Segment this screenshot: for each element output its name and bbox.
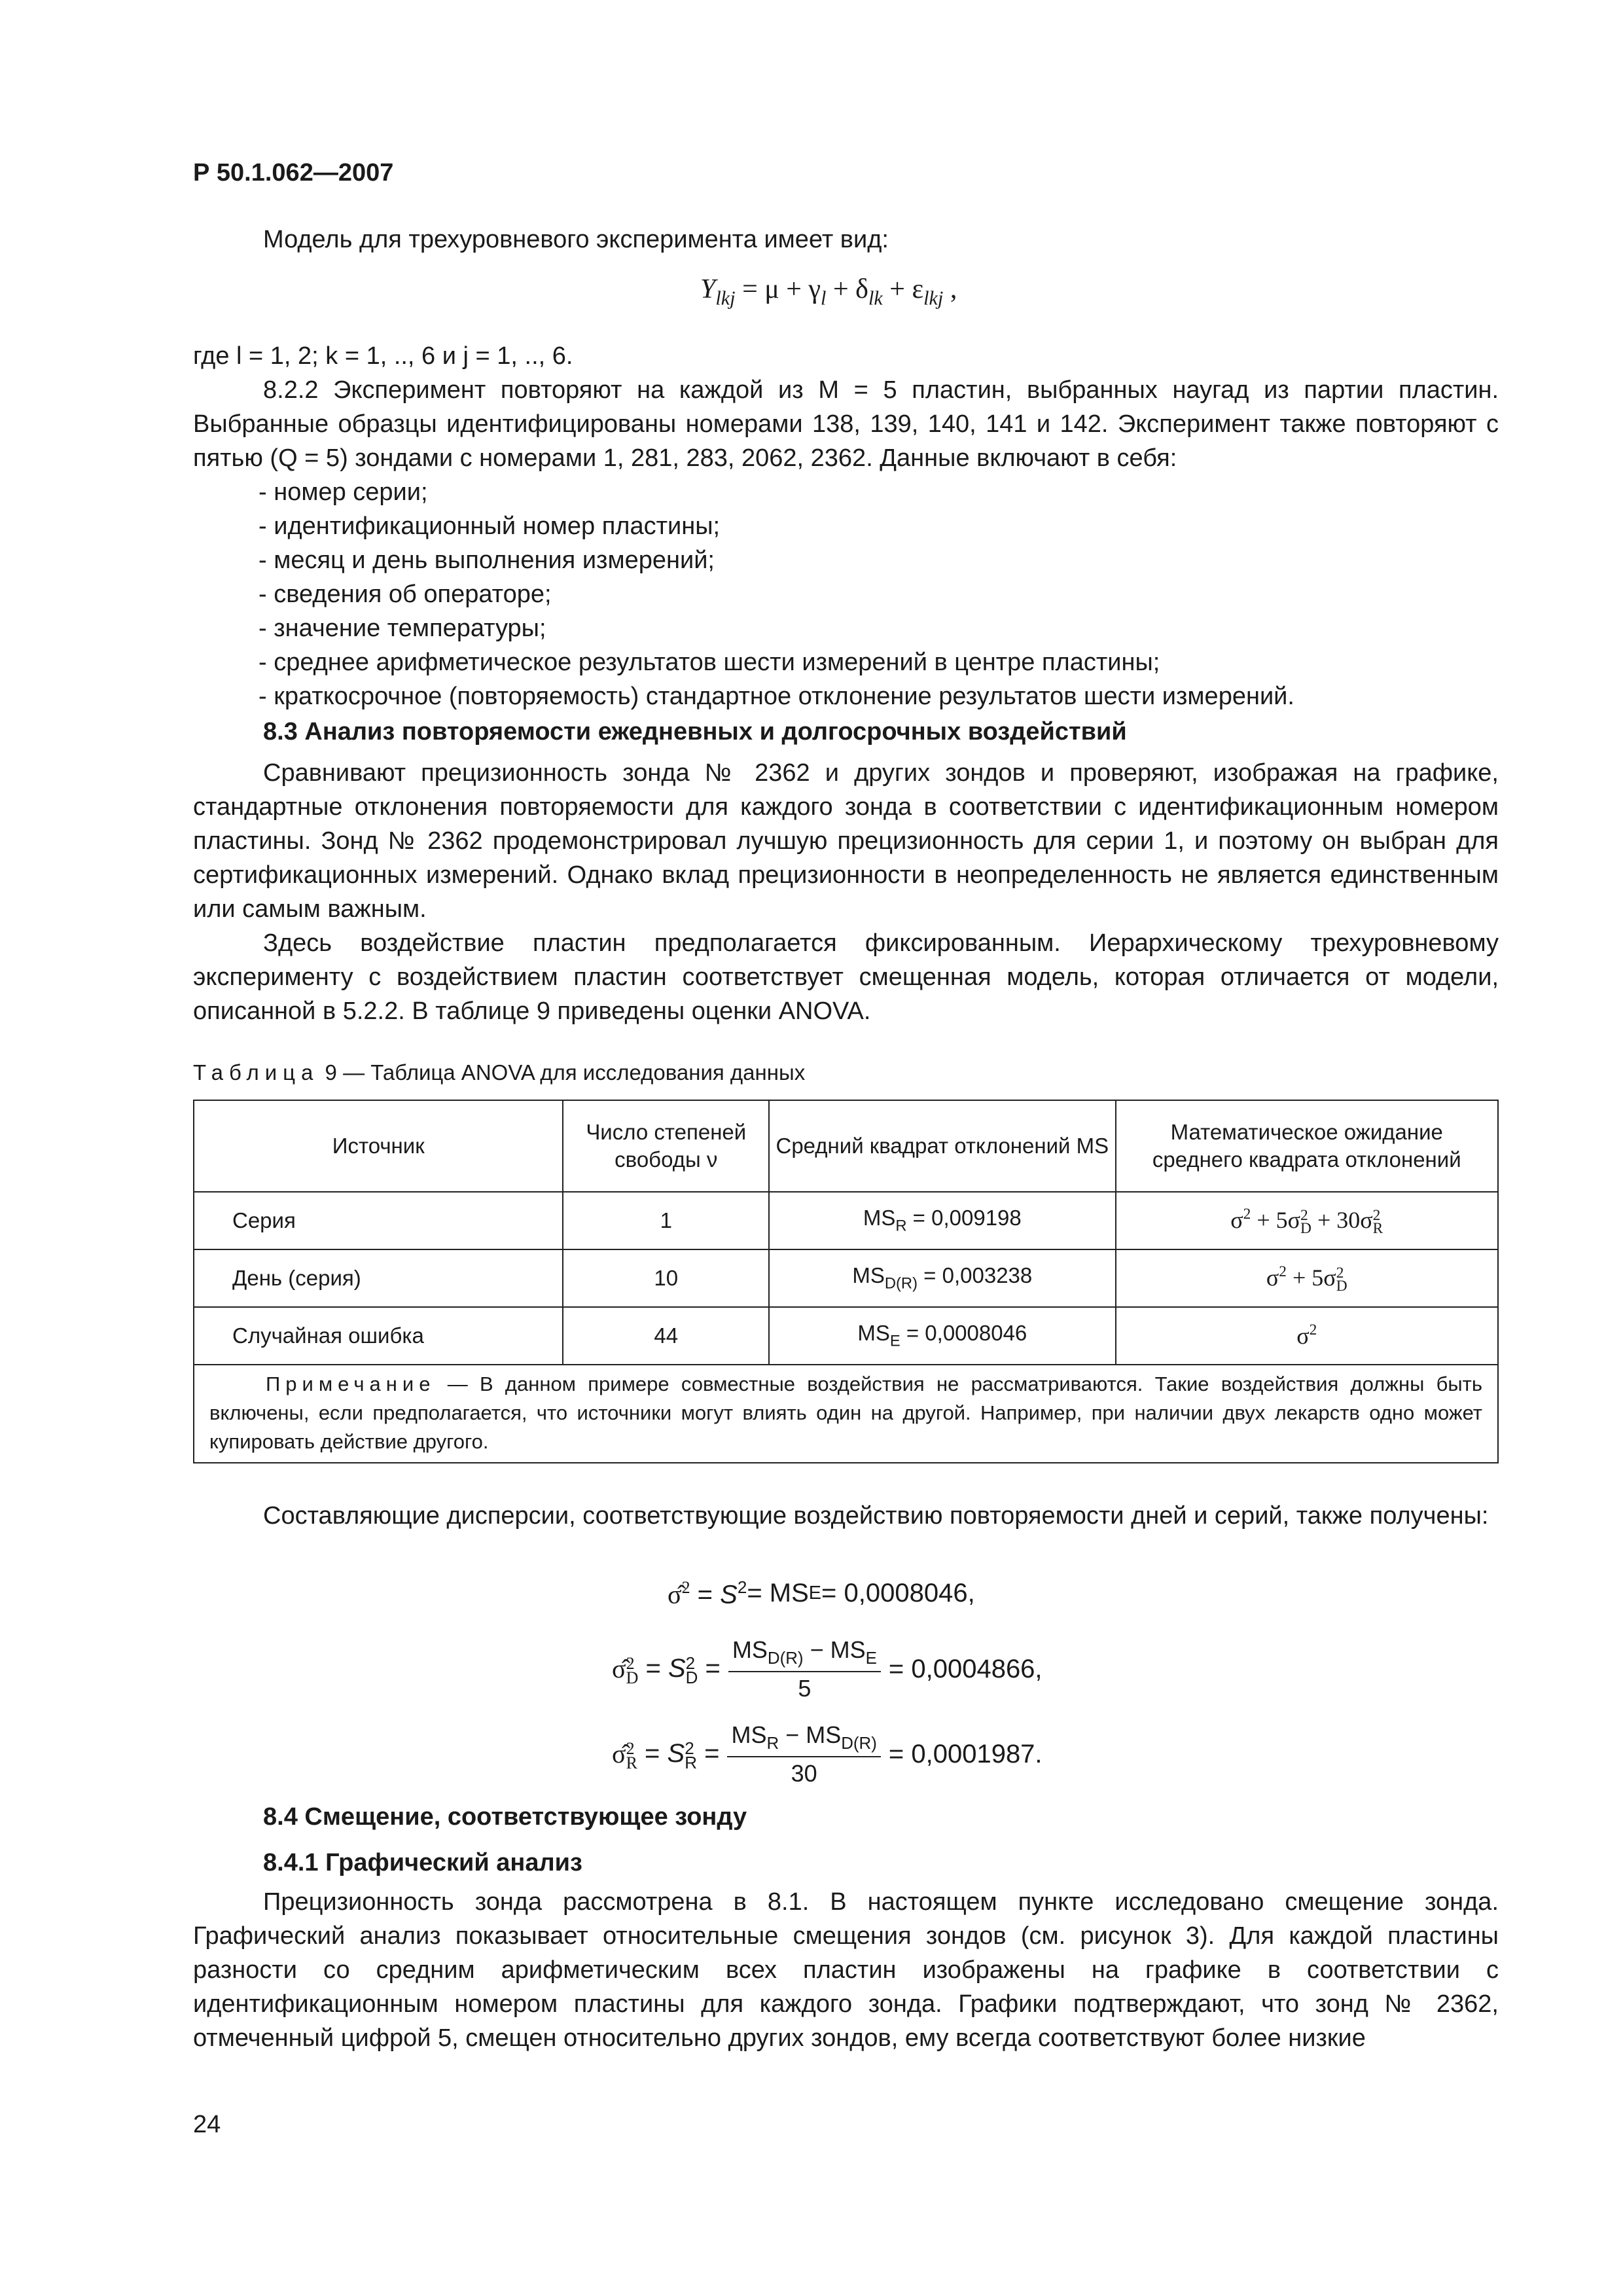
source-cell: Случайная ошибка	[194, 1307, 563, 1365]
formula-mu-gamma: = μ + γ	[735, 274, 821, 304]
eq2-s: = S 2 D =	[638, 1653, 721, 1687]
table-note-cell	[194, 1365, 1498, 1463]
eq2-fraction	[728, 1636, 881, 1702]
eq2-numerator	[728, 1636, 881, 1672]
note-text: — В данном примере совместные воздействия не рассматриваются. Такие воздействия должны быть включены, если предполагается, что источники могут влиять один на другой. Например, при наличии двух лекарств одно может купировать действие другого.	[209, 1372, 1482, 1453]
ms-value: = 0,003238	[918, 1263, 1033, 1288]
list-item: - значение температуры;	[259, 615, 546, 642]
header-ms: Средний квадрат отклонений MS	[769, 1100, 1115, 1192]
ms-sub: E	[889, 1332, 901, 1350]
table-note-row	[194, 1365, 1498, 1463]
section-8-4-1-heading: 8.4.1 Графический анализ	[263, 1849, 582, 1876]
eq3-denominator: 30	[791, 1760, 817, 1787]
source-cell: День (серия)	[194, 1249, 563, 1307]
ms-cell	[769, 1192, 1115, 1249]
section-8-4-1-text: Прецизионность зонда рассмотрена в 8.1. В настоящем пункте исследовано смещение зонда. Графический анализ показывает относительные смещения зондов (см. рисунок 3). Для каждой пластины разности со средним арифметическим всех пластин изображены на графике в соответствии с идентификационным номером пластины для каждого зонда. Графики подтверждают, что зонд № 2362, отмеченный цифрой 5, смещен относительно других зондов, ему всегда соответствуют более низкие	[193, 1888, 1499, 2052]
section-8-2-2-text: 8.2.2 Эксперимент повторяют на каждой из M = 5 пластин, выбранных наугад из партии пластин. Выбранные образцы идентифицированы номерами 138, 139, 140, 141 и 142. Эксперимент также повторяют с пятью (Q = 5) зондами с номерами 1, 281, 283, 2062, 2362. Данные включают в себя:	[193, 376, 1499, 472]
section-8-4-1-body	[193, 1885, 1499, 2055]
eq1-result: = 0,0008046,	[821, 1579, 975, 1608]
where-text: где l = 1, 2; k = 1, .., 6 и j = 1, .., 6.	[193, 342, 573, 370]
formula-epsilon-sub: lkj	[923, 287, 944, 310]
ms-prefix: MS	[857, 1321, 890, 1346]
list-item: - номер серии;	[259, 478, 428, 506]
list-item: - краткосрочное (повторяемость) стандартное отклонение результатов шести измерений.	[259, 683, 1294, 710]
section-8-2-2	[193, 373, 1499, 713]
model-intro	[193, 223, 1499, 257]
equation-1	[668, 1577, 975, 1610]
formula-delta: + δ	[826, 274, 868, 304]
list-item: - сведения об операторе;	[259, 581, 552, 608]
ms-sub: D(R)	[884, 1274, 918, 1293]
list-item: - идентификационный номер пластины;	[259, 512, 721, 540]
eq2-num-minus: − MS	[803, 1636, 866, 1663]
eq2-result: = 0,0004866,	[888, 1655, 1043, 1684]
eq3-fraction	[727, 1721, 880, 1787]
list-item: - месяц и день выполнения измерений;	[259, 547, 715, 574]
ms-cell	[769, 1249, 1115, 1307]
eq3-numerator	[727, 1721, 880, 1757]
equation-3	[612, 1721, 1043, 1787]
eq3-num-sub2: D(R)	[841, 1734, 877, 1753]
ms-value: = 0,009198	[906, 1206, 1022, 1230]
eq3-num-minus: − MS	[779, 1721, 842, 1748]
formula-y: Y	[700, 274, 716, 304]
formula-delta-sub: lk	[868, 287, 883, 310]
sigma-hat-d: σ̂ 2 D	[612, 1653, 639, 1688]
formula-y-sub: lkj	[715, 287, 736, 310]
page-number: 24	[193, 2111, 221, 2138]
section-8-3-body	[193, 756, 1499, 1028]
df-cell: 10	[563, 1249, 769, 1307]
section-8-3-heading: 8.3 Анализ повторяемости ежедневных и долгосрочных воздействий	[263, 718, 1127, 745]
model-intro-text: Модель для трехуровневого эксперимента имеет вид:	[263, 226, 889, 253]
model-formula	[700, 274, 957, 310]
variance-intro	[193, 1499, 1499, 1533]
expectation-cell: $\sigma^2$	[1116, 1307, 1499, 1365]
ms-prefix: MS	[852, 1263, 885, 1288]
table-caption	[193, 1060, 805, 1085]
eq3-num-ms: MS	[731, 1721, 767, 1748]
eq2-num-ms: MS	[732, 1636, 768, 1663]
anova-table	[193, 1100, 1499, 1463]
header-expectation: Математическое ожидание среднего квадрата отклонений	[1116, 1100, 1499, 1192]
expectation-cell: $\sigma^2 + 5\sigma$ 2 D	[1116, 1249, 1499, 1307]
data-items-list	[193, 475, 1499, 713]
formula-epsilon: + ε	[882, 274, 924, 304]
table-caption-label: Таблица	[193, 1060, 319, 1085]
eq1-s: = $S^2$	[690, 1577, 747, 1609]
source-cell: Серия	[194, 1192, 563, 1249]
sigma-hat-r: σ̂ 2 R	[612, 1738, 637, 1773]
table-row	[194, 1192, 1498, 1249]
header-source: Источник	[194, 1100, 563, 1192]
equation-2	[612, 1636, 1043, 1702]
table-row	[194, 1307, 1498, 1365]
ms-cell	[769, 1307, 1115, 1365]
table-row	[194, 1249, 1498, 1307]
eq2-num-sub2: E	[865, 1649, 877, 1668]
list-item: - среднее арифметическое результатов шести измерений в центре пластины;	[259, 649, 1160, 676]
where-clause	[193, 339, 1499, 373]
eq1-ms: = MS	[747, 1579, 809, 1608]
formula-end: ,	[943, 274, 957, 304]
eq3-s: = S 2 R =	[637, 1738, 720, 1772]
standard-number: Р 50.1.062—2007	[193, 159, 394, 187]
table-header-row	[194, 1100, 1498, 1192]
note-label: Примечание	[266, 1372, 436, 1395]
eq3-num-sub: R	[766, 1734, 779, 1753]
eq2-num-sub: D(R)	[767, 1649, 804, 1668]
header-df: Число степеней свободы ν	[563, 1100, 769, 1192]
document-page	[193, 0, 1499, 2296]
table-caption-text: 9 — Таблица ANOVA для исследования данных	[319, 1060, 806, 1085]
expectation-cell: $\sigma^2 + 5\sigma$ 2 D + 30σ 2 R	[1116, 1192, 1499, 1249]
ms-value: = 0,0008046	[900, 1321, 1027, 1346]
table-note	[195, 1366, 1497, 1462]
section-8-3-para-1: Сравнивают прецизионность зонда № 2362 и других зондов и проверяют, изображая на графике, стандартные отклонения повторяемости для каждого зонда в соответствии с идентификационным номером пластины. Зонд № 2362 продемонстрировал лучшую прецизионность для серии 1, и поэтому он выбран для сертификационных измерений. Однако вклад прецизионности в неопределенность не является единственным или самым важным.	[193, 759, 1499, 923]
formula-gamma-sub: l	[821, 287, 827, 310]
section-8-4-heading: 8.4 Смещение, соответствующее зонду	[263, 1803, 747, 1831]
eq1-ms-sub: E	[808, 1583, 822, 1604]
eq2-denominator: 5	[798, 1675, 812, 1702]
df-cell: 44	[563, 1307, 769, 1365]
sigma-hat: σ̂$^2$	[668, 1577, 690, 1609]
ms-prefix: MS	[863, 1206, 896, 1230]
eq3-result: = 0,0001987.	[888, 1740, 1043, 1769]
df-cell: 1	[563, 1192, 769, 1249]
variance-intro-text: Составляющие дисперсии, соответствующие воздействию повторяемости дней и серий, также получены:	[263, 1502, 1489, 1530]
section-8-3-para-2: Здесь воздействие пластин предполагается фиксированным. Иерархическому трехуровневому эксперименту с воздействием пластин соответствует смещенная модель, которая отличается от модели, описанной в 5.2.2. В таблице 9 приведены оценки ANOVA.	[193, 929, 1499, 1025]
ms-sub: R	[895, 1217, 907, 1235]
